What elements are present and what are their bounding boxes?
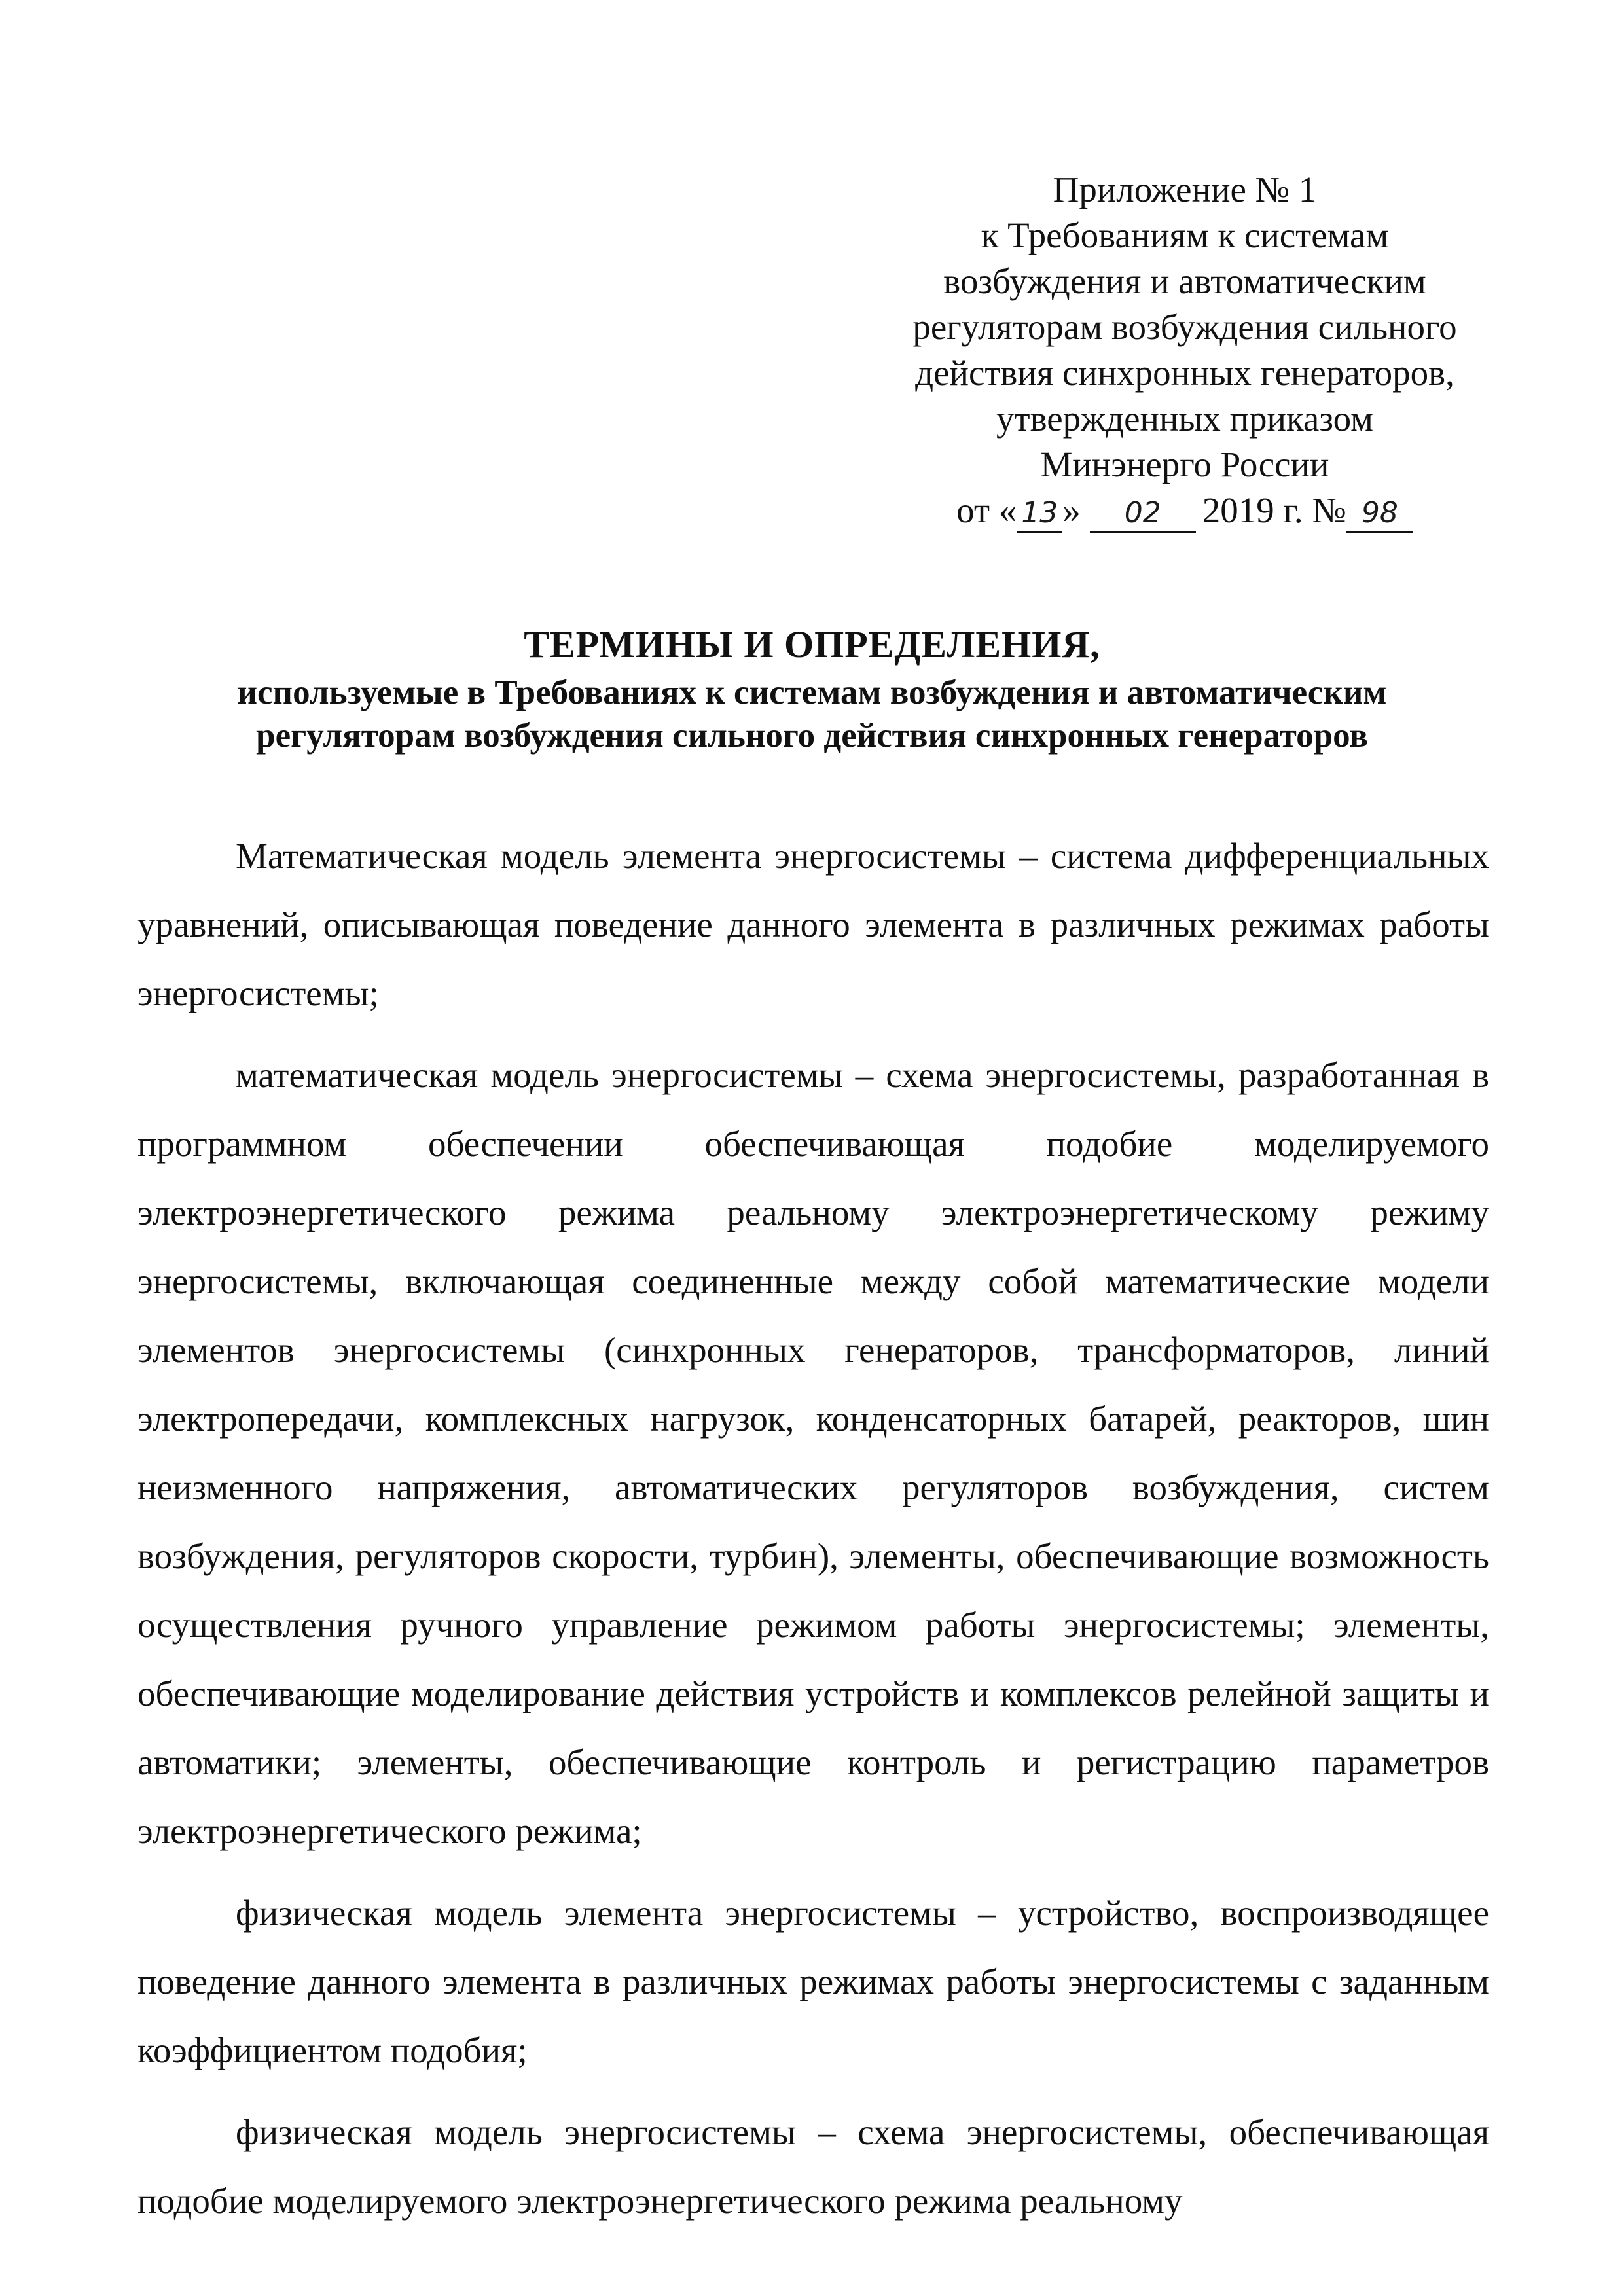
appendix-line: возбуждения и автоматическим xyxy=(943,261,1426,301)
appendix-line: регуляторам возбуждения сильного xyxy=(912,307,1457,347)
appendix-line: действия синхронных генераторов, xyxy=(915,353,1454,393)
order-date-line xyxy=(871,488,1499,533)
definition-paragraph: математическая модель энергосистемы – схема энергосистемы, разработанная в программном обеспечении обеспечивающая подобие моделируемого электроэнергетического режима реальному электроэнергетическому режиму энергосистемы, включающая соединенные между собой математические модели элементов энергосистемы (синхронных генераторов, трансформаторов, линий электропередачи, комплексных нагрузок, конденсаторных батарей, реакторов, шин неизменного напряжения, автоматических регуляторов возбуждения, систем возбуждения, регуляторов скорости, турбин), элементы, обеспечивающие возможность осуществления ручного управление режимом работы энергосистемы; элементы, обеспечивающие моделирование действия устройств и комплексов релейной защиты и автоматики; элементы, обеспечивающие контроль и регистрацию параметров электроэнергетического режима; xyxy=(137,1055,1489,1851)
definition-paragraph: Математическая модель элемента энергосистемы – система дифференциальных уравнений, описывающая поведение данного элемента в различных режимах работы энергосистемы; xyxy=(137,836,1489,1013)
handwritten-day: 13 xyxy=(1017,495,1062,533)
date-prefix: от « xyxy=(956,490,1017,530)
appendix-block xyxy=(871,167,1499,533)
title-subtitle-line: регуляторам возбуждения сильного действия синхронных генераторов xyxy=(256,717,1368,755)
date-quote-close: » xyxy=(1062,490,1081,530)
appendix-number: Приложение № 1 xyxy=(1053,170,1317,209)
handwritten-order-number: 98 xyxy=(1346,495,1413,533)
appendix-line: утвержденных приказом xyxy=(996,399,1373,439)
title-subtitle-line: используемые в Требованиях к системам возбуждения и автоматическим xyxy=(237,673,1387,711)
date-year: 2019 г. № xyxy=(1202,490,1346,530)
handwritten-month: 02 xyxy=(1090,495,1196,533)
definition-paragraph: физическая модель элемента энергосистемы – устройство, воспроизводящее поведение данного элемента в различных режимах работы энергосистемы с заданным коэффициентом подобия; xyxy=(137,1893,1489,2070)
document-title xyxy=(0,619,1624,757)
appendix-line: Минэнерго России xyxy=(1040,444,1329,484)
definition-paragraph: физическая модель энергосистемы – схема энергосистемы, обеспечивающая подобие моделируемого электроэнергетического режима реальному xyxy=(137,2112,1489,2221)
appendix-line: к Требованиям к системам xyxy=(981,215,1389,255)
title-heading: ТЕРМИНЫ И ОПРЕДЕЛЕНИЯ, xyxy=(524,623,1100,666)
definitions-body xyxy=(137,821,1489,2248)
